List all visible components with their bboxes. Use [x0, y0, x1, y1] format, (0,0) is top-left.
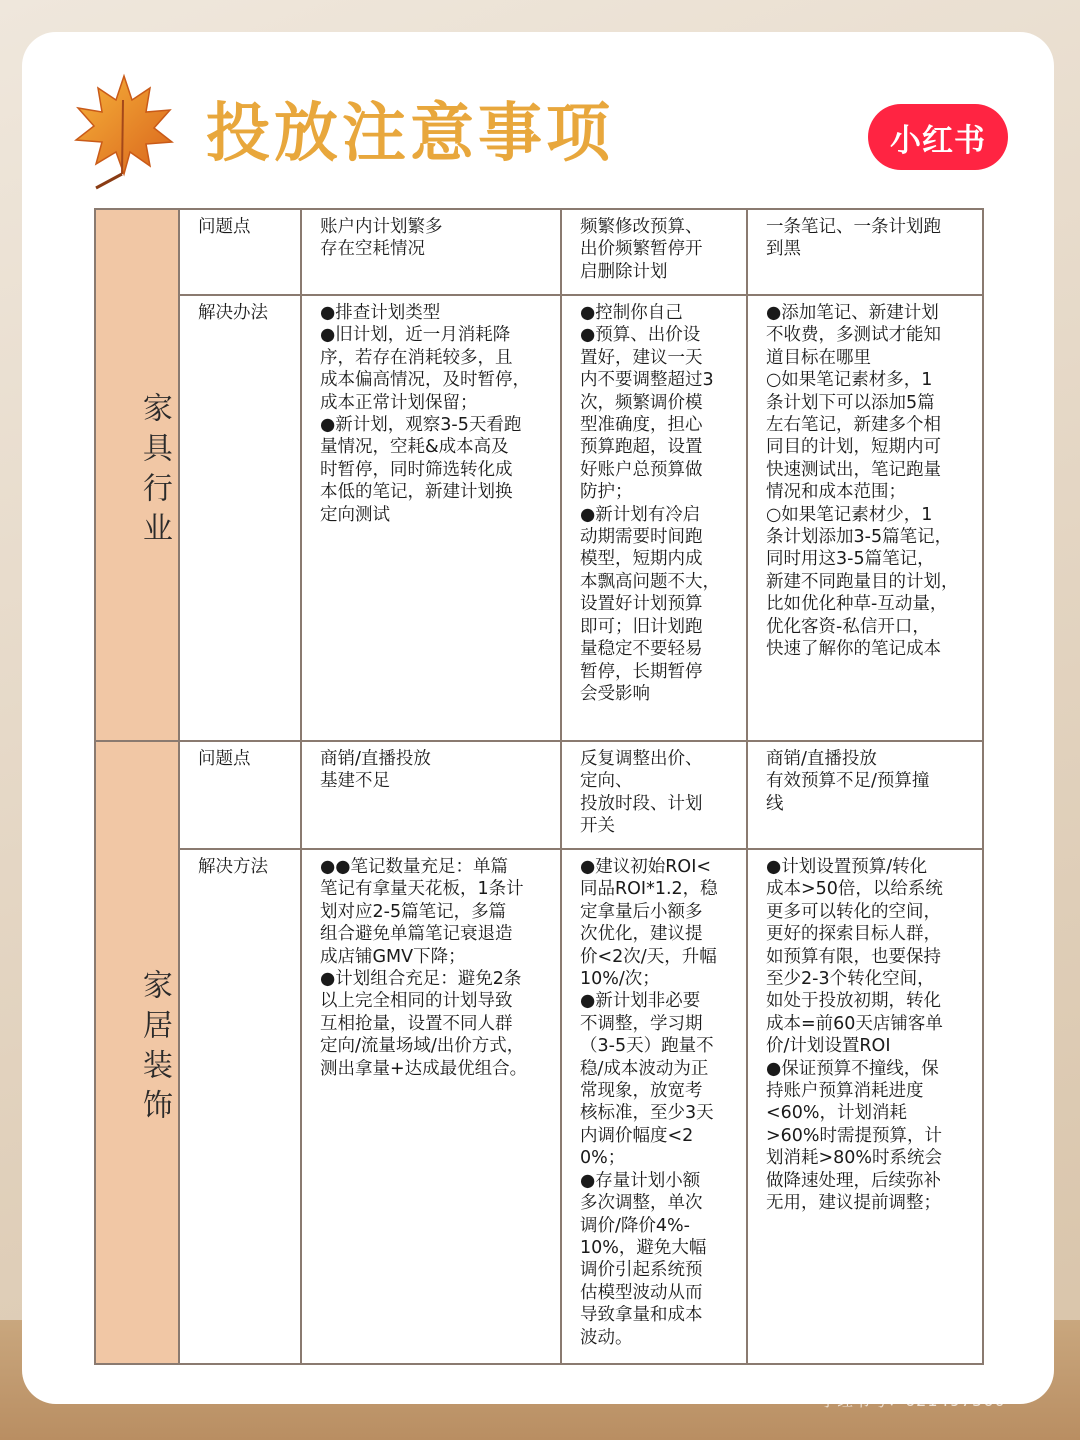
table-row [95, 849, 983, 1364]
industry-cell [95, 741, 179, 1364]
row-label: 问题点 [179, 741, 301, 849]
table-cell: 一条笔记、一条计划跑 到黑 [747, 209, 983, 295]
table-cell: ●●笔记数量充足：单篇 笔记有拿量天花板，1条计 划对应2-5篇笔记，多篇 组合避免单篇笔记衰退造 成店铺GMV下降； ●计划组合充足：避免2条 以上完全相同的计划导致 互相抢量，设置不同人群 定向/流量场域/出价方式， 测出拿量+达成最优组合。 [301, 849, 561, 1364]
table-cell: ●排查计划类型 ●旧计划，近一月消耗降 序，若存在消耗较多，且 成本偏高情况，及时暂停， 成本正常计划保留； ●新计划，观察3-5天看跑 量情况，空耗&成本高及 时暂停，同时筛选转化成 本低的笔记，新建计划换 定向测试 [301, 295, 561, 741]
table-cell: 账户内计划繁多 存在空耗情况 [301, 209, 561, 295]
row-label: 解决方法 [179, 849, 301, 1364]
table-cell: 商销/直播投放 基建不足 [301, 741, 561, 849]
page-title: 投放注意事项 [206, 97, 614, 171]
maple-leaf-icon [66, 70, 178, 190]
table-cell: ●建议初始ROI< 同品ROI*1.2，稳 定拿量后小额多 次优化，建议提 价<2次/天，升幅 10%/次； ●新计划非必要 不调整，学习期 （3-5天）跑量不 稳/成本波动为正 常现象，放宽考 核标准，至少3天 内调价幅度<20%； ●存量计划小额 多次调整，单次 调价/降价4%- 10%，避免大幅 调价引起系统预 估模型波动从而 导致拿量和成本 波动。 [561, 849, 747, 1364]
tips-table [94, 208, 984, 1365]
industry-cell [95, 209, 179, 741]
table-cell: ●控制你自己 ●预算、出价设 置好，建议一天 内不要调整超过3 次，频繁调价模 型准确度，担心 预算跑超，设置 好账户总预算做 防护； ●新计划有冷启 动期需要时间跑 模型，短期内成 本飘高问题不大， 设置好计划预算 即可；旧计划跑 量稳定不要轻易 暂停，长期暂停 会受影响 [561, 295, 747, 741]
table-row [95, 209, 983, 295]
table-cell: 反复调整出价、 定向、 投放时段、计划 开关 [561, 741, 747, 849]
row-label: 解决办法 [179, 295, 301, 741]
row-label: 问题点 [179, 209, 301, 295]
xiaohongshu-logo [868, 104, 1008, 170]
table-cell: 频繁修改预算、 出价频繁暂停开 启删除计划 [561, 209, 747, 295]
table-cell: ●计划设置预算/转化 成本>50倍，以给系统 更多可以转化的空间， 更好的探索目标人群， 如预算有限，也要保持 至少2-3个转化空间， 如处于投放初期，转化 成本=前60天店铺客单 价/计划设置ROI ●保证预算不撞线，保 持账户预算消耗进度 <60%，计划消耗 >60%时需提预算，计 划消耗>80%时系统会 做降速处理，后续弥补 无用，建议提前调整； [747, 849, 983, 1364]
watermark: 小红书号：621497560 [820, 1391, 1006, 1410]
logo-text: 小红书 [890, 122, 986, 159]
table-cell: 商销/直播投放 有效预算不足/预算撞 线 [747, 741, 983, 849]
industry-label: 家居装饰 [136, 969, 172, 1130]
table-row [95, 295, 983, 741]
table-cell: ●添加笔记、新建计划 不收费，多测试才能知 道目标在哪里 ○如果笔记素材多，1 条计划下可以添加5篇 左右笔记，新建多个相 同目的计划，短期内可 快速测试出，笔记跑量 情况和成本范围； ○如果笔记素材少，1 条计划添加3-5篇笔记， 同时用这3-5篇笔记， 新建不同跑量目的计划， 比如优化种草-互动量， 优化客资-私信开口， 快速了解你的笔记成本 [747, 295, 983, 741]
industry-label: 家具行业 [136, 391, 172, 552]
table-row [95, 741, 983, 849]
